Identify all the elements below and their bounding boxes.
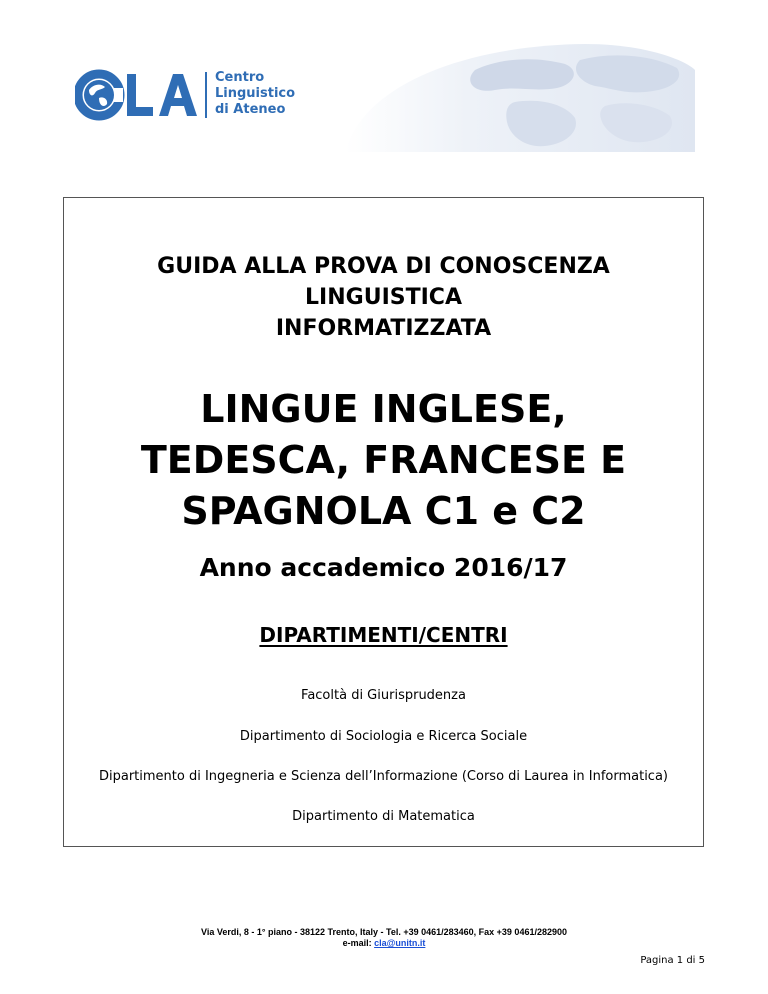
cla-logo-mark bbox=[75, 68, 201, 122]
logo-name-line-3: di Ateneo bbox=[215, 102, 286, 117]
footer-email-line bbox=[0, 938, 768, 949]
subtitle-line-2: LINGUISTICA bbox=[305, 285, 462, 310]
departments-heading bbox=[64, 622, 703, 648]
logo-divider bbox=[205, 72, 207, 118]
department-item: Dipartimento di Ingegneria e Scienza dell’Informazione (Corso di Laurea in Informatica) bbox=[99, 769, 668, 784]
title-line-1: LINGUE INGLESE, bbox=[200, 387, 567, 431]
department-item: Facoltà di Giurisprudenza bbox=[301, 688, 466, 703]
globe-map-image bbox=[325, 40, 695, 152]
footer-email-label: e-mail: bbox=[342, 938, 375, 948]
logo-name-line-2: Linguistico bbox=[215, 86, 296, 101]
subtitle-line-1: GUIDA ALLA PROVA DI CONOSCENZA bbox=[157, 254, 610, 279]
footer-address: Via Verdi, 8 - 1° piano - 38122 Trento, Italy - Tel. +39 0461/283460, Fax +39 0461/282900 bbox=[201, 927, 567, 937]
cover-frame bbox=[63, 197, 704, 847]
footer-email-link[interactable]: cla@unitn.it bbox=[374, 938, 426, 948]
department-item: Dipartimento di Matematica bbox=[292, 809, 475, 824]
academic-year: Anno accademico 2016/17 bbox=[199, 553, 568, 582]
page-number: Pagina 1 di 5 bbox=[640, 955, 705, 966]
page-header bbox=[0, 0, 768, 160]
subtitle-line-3: INFORMATIZZATA bbox=[275, 316, 492, 341]
departments-heading-text: DIPARTIMENTI/CENTRI bbox=[259, 623, 508, 647]
logo-name-line-1: Centro bbox=[215, 70, 265, 85]
logo-institution-name bbox=[215, 70, 295, 118]
cla-logo bbox=[75, 68, 305, 122]
guide-subtitle bbox=[64, 251, 703, 344]
main-title bbox=[64, 384, 703, 537]
title-line-2: TEDESCA, FRANCESE E bbox=[140, 438, 627, 482]
title-line-3: SPAGNOLA C1 e C2 bbox=[181, 489, 586, 533]
department-item: Dipartimento di Sociologia e Ricerca Sociale bbox=[239, 729, 528, 744]
